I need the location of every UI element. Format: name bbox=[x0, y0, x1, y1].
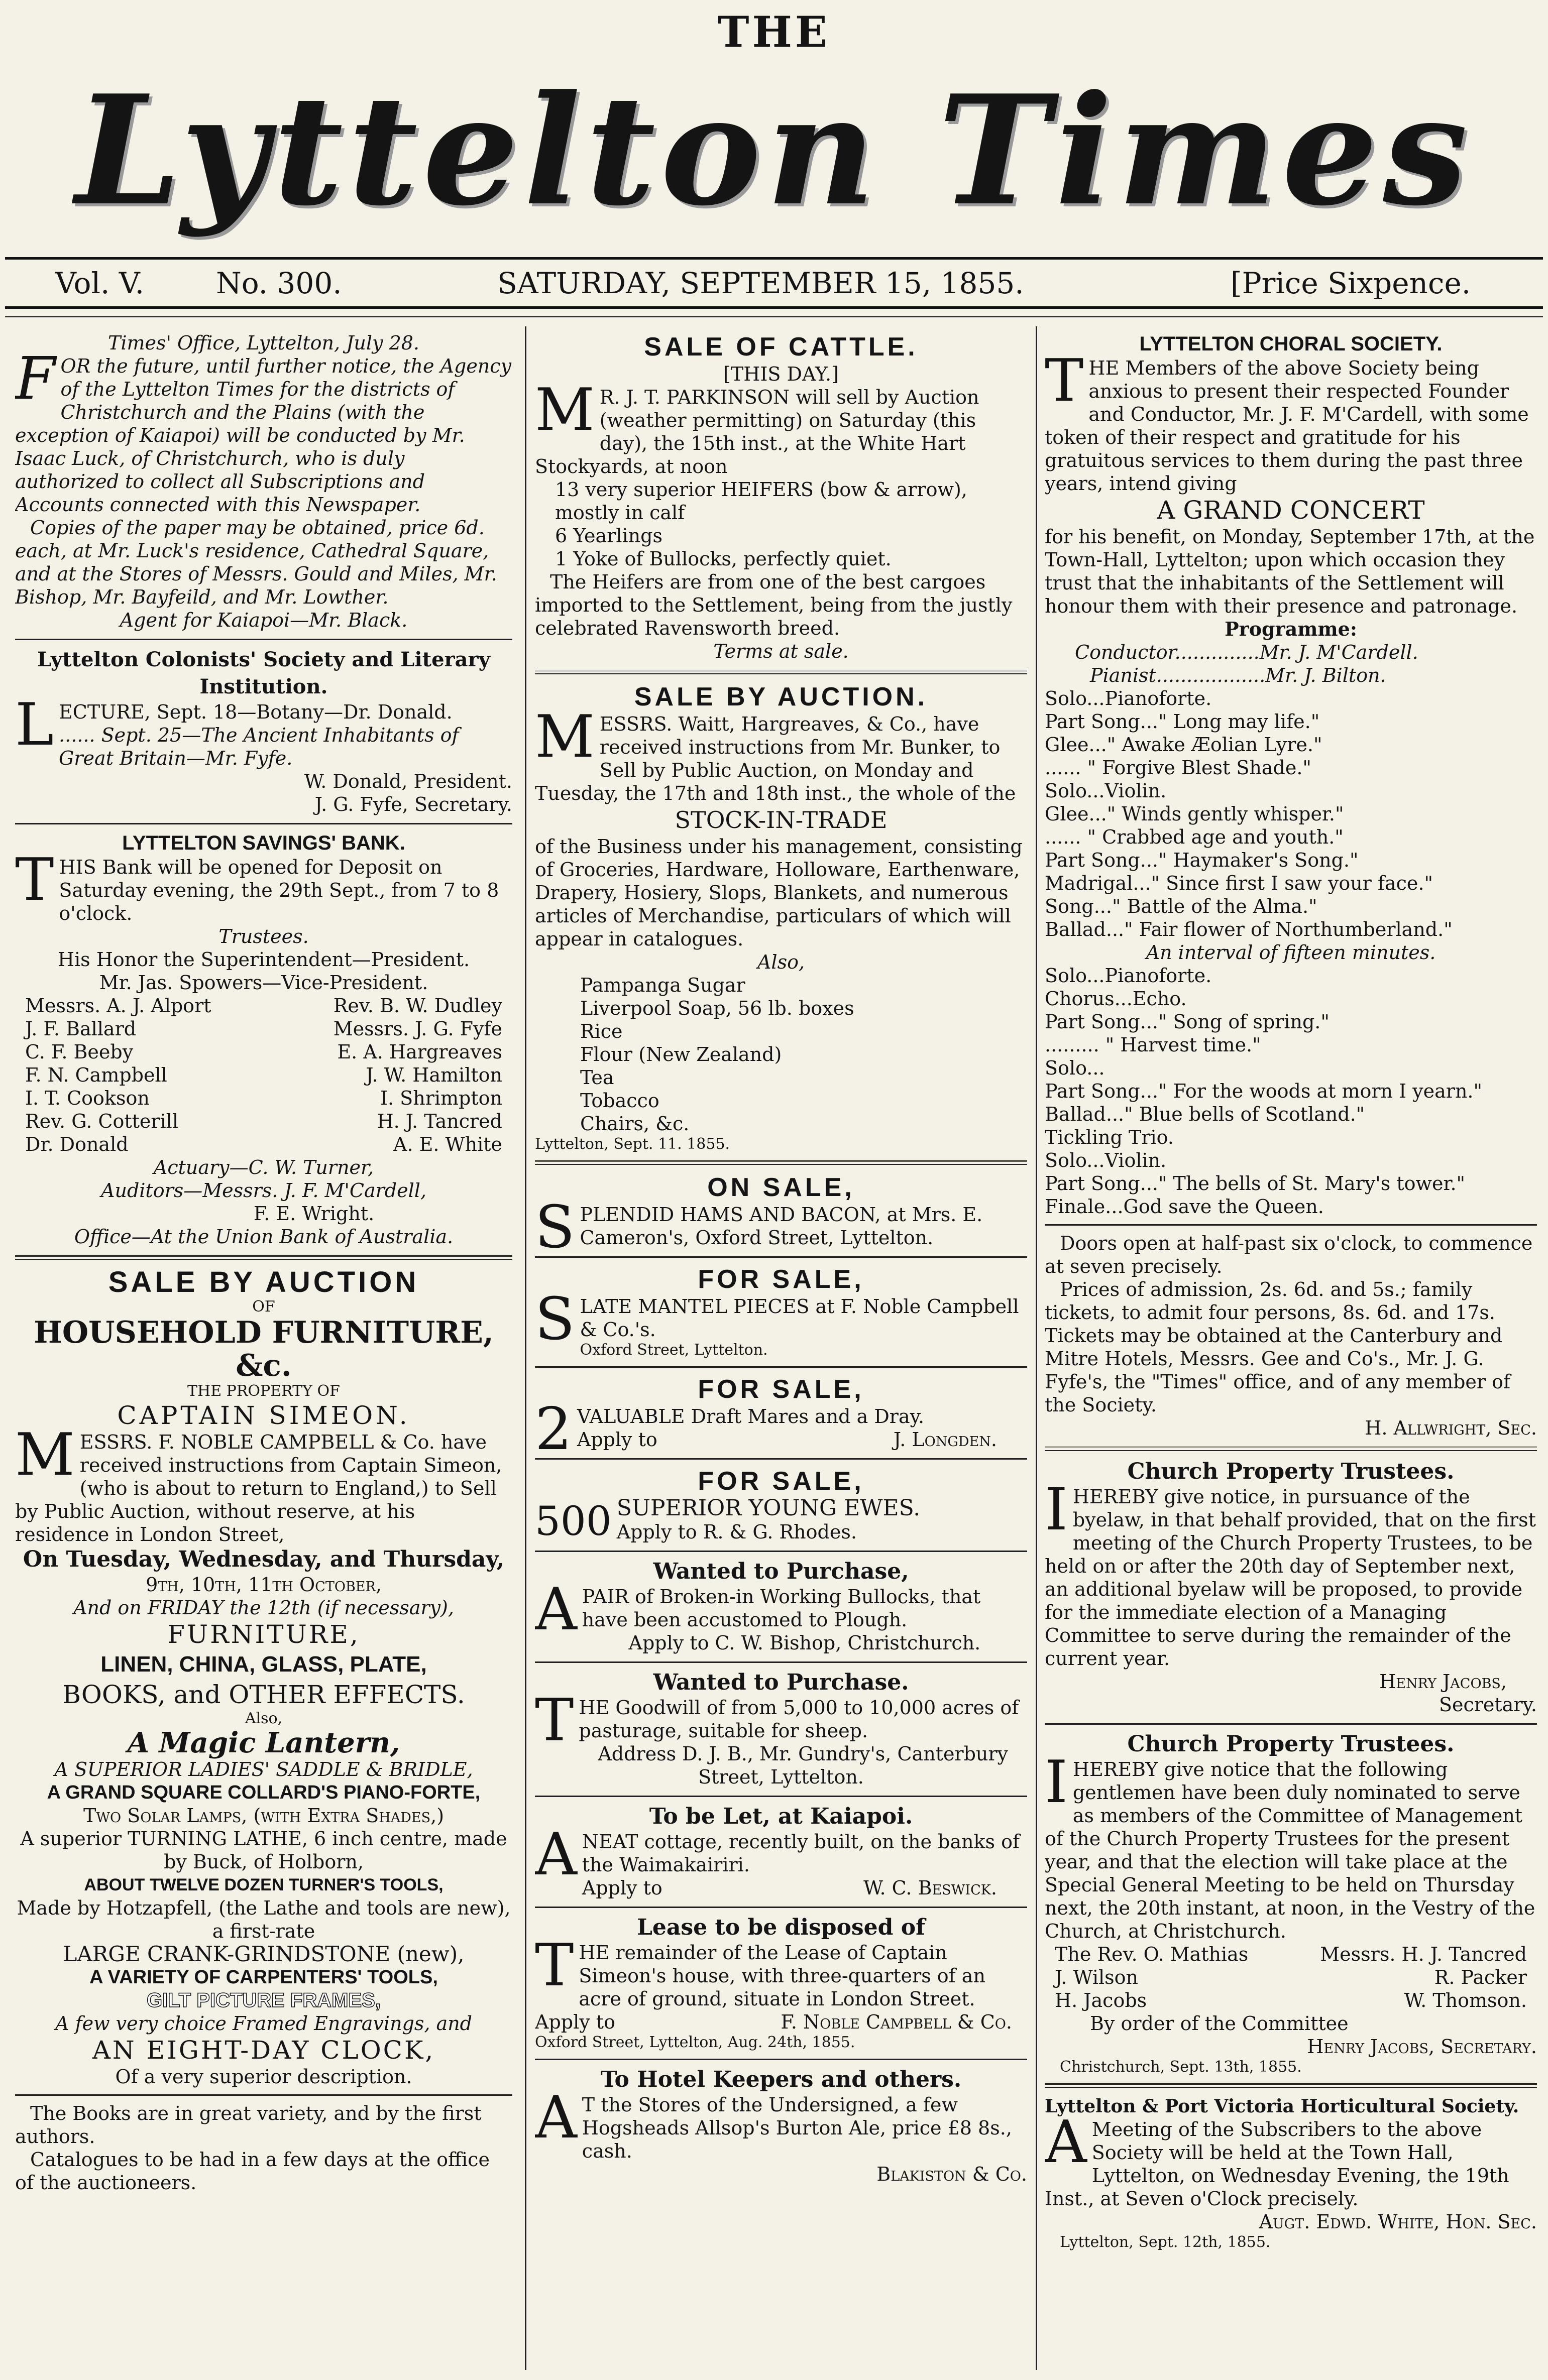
separator bbox=[15, 2094, 512, 2096]
mares-body: VALUABLE Draft Mares and a Dray. bbox=[577, 1405, 925, 1427]
slate-head: FOR SALE, bbox=[698, 1265, 864, 1294]
furniture-dates: 9th, 10th, 11th October, bbox=[146, 1574, 382, 1596]
furniture-item: Of a very superior description. bbox=[115, 2066, 412, 2088]
auction-body: ESSRS. Waitt, Hargreaves, & Co., have received instructions from Mr. Bunker, to Sell by Public Auction, on Monday and Tuesday, the 17th and 18th inst., the whole of the bbox=[535, 713, 1016, 804]
masthead bbox=[0, 0, 1548, 261]
column-3 bbox=[1045, 331, 1537, 2370]
programme-item: Chorus...Echo. bbox=[1045, 988, 1187, 1010]
auction-item: Chairs, &c. bbox=[580, 1113, 690, 1135]
ewes-sale bbox=[535, 1466, 1027, 1543]
furniture-item: A GRAND SQUARE COLLARD'S PIANO-FORTE, bbox=[47, 1782, 481, 1803]
auction-item: Liverpool Soap, 56 lb. boxes bbox=[580, 997, 854, 1019]
furniture-item: GILT PICTURE FRAMES, bbox=[147, 1989, 381, 2011]
dropcap: T bbox=[15, 846, 54, 914]
agency-notice bbox=[15, 331, 512, 632]
dateline-rule bbox=[5, 306, 1543, 309]
programme-item: Solo...Pianoforte. bbox=[1045, 965, 1212, 987]
dropcap: I bbox=[1045, 1748, 1068, 1816]
separator bbox=[15, 639, 512, 640]
furniture-head: SALE BY AUCTION bbox=[108, 1266, 419, 1298]
name-cell: I. Shrimpton bbox=[380, 1087, 502, 1109]
auction-item: Rice bbox=[580, 1020, 623, 1042]
agency-dateline: Times' Office, Lyttelton, July 28. bbox=[107, 332, 420, 354]
furniture-friday: And on FRIDAY the 12th (if necessary), bbox=[73, 1597, 454, 1619]
furniture-item: A superior TURNING LATHE, 6 inch centre, made by Buck, of Holborn, bbox=[20, 1828, 507, 1873]
church2-order: By order of the Committee bbox=[1090, 2012, 1349, 2035]
bank-auditors: Auditors—Messrs. J. F. M'Cardell, bbox=[101, 1179, 426, 1202]
goodwill-head: Wanted to Purchase. bbox=[653, 1670, 909, 1695]
programme-item: Part Song..." Haymaker's Song." bbox=[1045, 849, 1359, 871]
name-cell: Dr. Donald bbox=[25, 1133, 129, 1155]
auction-stock: STOCK-IN-TRADE bbox=[675, 806, 888, 834]
programme-item: Song..." Battle of the Alma." bbox=[1045, 895, 1317, 917]
separator bbox=[535, 2059, 1027, 2060]
auction-item: Tea bbox=[580, 1066, 614, 1089]
separator bbox=[535, 1796, 1027, 1797]
issue-number: No. 300. bbox=[216, 266, 342, 300]
choral-society bbox=[1045, 331, 1537, 1440]
kaiapoi-body: NEAT cottage, recently built, on the banks of the Waimakairiri. bbox=[582, 1831, 1020, 1876]
church2-date: Christchurch, Sept. 13th, 1855. bbox=[1060, 2058, 1302, 2076]
name-row bbox=[1045, 1989, 1537, 2012]
separator bbox=[535, 670, 1027, 674]
name-row bbox=[15, 1110, 512, 1133]
furniture-item: A VARIETY OF CARPENTERS' TOOLS, bbox=[89, 1967, 438, 1988]
name-row bbox=[15, 1133, 512, 1156]
choral-prices: Prices of admission, 2s. 6d. and 5s.; family tickets, to admit four persons, 8s. 6d. and 17s. Tickets may be obtained at the Canterbury and Mitre Hotels, Messrs. Gee and Co's., Mr. J. G. Fyfe's, the "Times" office, and of any member of the Society. bbox=[1045, 1278, 1511, 1416]
furniture-item: A Magic Lantern, bbox=[127, 1726, 400, 1759]
programme-pianist: Pianist..................Mr. J. Bilton. bbox=[1090, 664, 1386, 686]
auction-item: Flour (New Zealand) bbox=[580, 1043, 782, 1065]
mares-who: J. Longden. bbox=[893, 1429, 997, 1451]
furniture-item: FURNITURE, bbox=[167, 1620, 360, 1649]
church1-sig-2: Secretary. bbox=[1439, 1694, 1537, 1716]
church1-sig-1: Henry Jacobs, bbox=[1379, 1671, 1507, 1693]
separator bbox=[1045, 1723, 1537, 1725]
cattle-sub: [THIS DAY.] bbox=[723, 363, 839, 385]
ewes-apply: Apply to R. & G. Rhodes. bbox=[616, 1521, 857, 1543]
name-cell: The Rev. O. Mathias bbox=[1055, 1943, 1249, 1965]
horticultural-society bbox=[1045, 2095, 1537, 2251]
bank-title: LYTTELTON SAVINGS' BANK. bbox=[122, 832, 405, 854]
bullocks-wanted bbox=[535, 1558, 1027, 1654]
furniture-item: Made by Hotzapfell, (the Lathe and tools are new), a first-rate bbox=[17, 1897, 511, 1942]
lease-apply: Apply to bbox=[535, 2011, 615, 2033]
programme-item: Ballad..." Fair flower of Northumberland." bbox=[1045, 918, 1453, 940]
church1-head: Church Property Trustees. bbox=[1127, 1459, 1455, 1484]
programme-part-2 bbox=[1045, 964, 1537, 1218]
issue-date: SATURDAY, SEPTEMBER 15, 1855. bbox=[497, 266, 1024, 300]
auction-item: Pampanga Sugar bbox=[580, 974, 745, 996]
slate-body: LATE MANTEL PIECES at F. Noble Campbell & Co.'s. bbox=[580, 1295, 1019, 1341]
programme-item: Part Song..." For the woods at morn I yearn." bbox=[1045, 1080, 1482, 1102]
ewes-number: 500 bbox=[535, 1498, 612, 1544]
kaiapoi-who: W. C. Beswick. bbox=[863, 1877, 997, 1899]
name-cell: Rev. B. W. Dudley bbox=[333, 995, 502, 1017]
ewes-head: FOR SALE, bbox=[698, 1467, 864, 1496]
programme-item: Solo...Pianoforte. bbox=[1045, 687, 1212, 709]
horticultural-body: Meeting of the Subscribers to the above Society will be held at the Town Hall, Lyttelton, on Wednesday Evening, the 19th Inst., at Seven o'Clock precisely. bbox=[1045, 2118, 1509, 2210]
cattle-body: R. J. T. PARKINSON will sell by Auction (weather permitting) on Saturday (this day), the 15th inst., at the White Hart Stockyards, at noon bbox=[535, 386, 979, 478]
auction-item: Tobacco bbox=[580, 1090, 659, 1112]
ewes-body: SUPERIOR YOUNG EWES. bbox=[616, 1495, 921, 1521]
horticultural-head: Lyttelton & Port Victoria Horticultural Society. bbox=[1045, 2096, 1519, 2117]
column-divider bbox=[1036, 326, 1037, 2370]
cattle-sale bbox=[535, 331, 1027, 663]
separator bbox=[15, 823, 512, 824]
nominees-list bbox=[1045, 1943, 1537, 2012]
separator bbox=[535, 1366, 1027, 1368]
choral-sig: H. Allwright, Sec. bbox=[1365, 1417, 1537, 1439]
horticultural-date: Lyttelton, Sept. 12th, 1855. bbox=[1060, 2233, 1271, 2251]
furniture-item: Two Solar Lamps, (with Extra Shades,) bbox=[83, 1805, 445, 1827]
cattle-line: 1 Yoke of Bullocks, perfectly quiet. bbox=[555, 548, 892, 570]
name-cell: J. Wilson bbox=[1055, 1966, 1138, 1988]
church-trustees-1 bbox=[1045, 1458, 1537, 1716]
mares-number: 2 bbox=[535, 1395, 572, 1463]
hotel-sig: Blakiston & Co. bbox=[876, 2163, 1027, 2185]
name-cell: Messrs. J. G. Fyfe bbox=[333, 1018, 502, 1040]
auction-head: SALE BY AUCTION. bbox=[634, 682, 928, 711]
bullocks-apply: Apply to C. W. Bishop, Christchurch. bbox=[628, 1632, 981, 1654]
slate-addr: Oxford Street, Lyttelton. bbox=[580, 1341, 768, 1359]
dropcap: A bbox=[535, 2084, 577, 2152]
church1-body: HEREBY give notice, in pursuance of the byelaw, in that behalf provided, that on the first meeting of the Church Property Trustees, to be held on or after the 20th day of September next, an additional byelaw will be proposed, to provide for the immediate election of a Managing Committee to serve during the remainder of the current year. bbox=[1045, 1486, 1536, 1670]
dropcap: T bbox=[535, 1687, 574, 1754]
furniture-item: AN EIGHT-DAY CLOCK, bbox=[92, 2036, 435, 2065]
name-cell: R. Packer bbox=[1434, 1966, 1527, 1988]
name-cell: H. Jacobs bbox=[1055, 1989, 1147, 2011]
lease-who: F. Noble Campbell & Co. bbox=[781, 2011, 1012, 2033]
lease-body: HE remainder of the Lease of Captain Simeon's house, with three-quarters of an acre of ground, situate in London Street. bbox=[579, 1942, 985, 2010]
separator bbox=[15, 1255, 512, 1260]
programme-item: Solo... bbox=[1045, 1057, 1105, 1079]
choral-concert: A GRAND CONCERT bbox=[1157, 496, 1425, 525]
bank-body: HIS Bank will be opened for Deposit on Saturday evening, the 29th Sept., from 7 to 8 o'clock. bbox=[59, 856, 499, 924]
programme-item: Solo...Violin. bbox=[1045, 1149, 1167, 1171]
programme-item: Ballad..." Blue bells of Scotland." bbox=[1045, 1103, 1365, 1125]
name-cell: C. F. Beeby bbox=[25, 1041, 134, 1063]
choral-body-2: for his benefit, on Monday, September 17th, at the Town-Hall, Lyttelton; upon which occasion they trust that the inhabitants of the Settlement will honour them with their presence and patronage. bbox=[1045, 526, 1535, 617]
top-rule bbox=[5, 257, 1543, 260]
programme-interval: An interval of fifteen minutes. bbox=[1146, 941, 1436, 964]
colonists-line-2: ...... Sept. 25—The Ancient Inhabitants of Great Britain—Mr. Fyfe. bbox=[59, 724, 459, 769]
agency-body-2: Copies of the paper may be obtained, price 6d. each, at Mr. Luck's residence, Cathedral Square, and at the Stores of Messrs. Gould and Miles, Mr. Bishop, Mr. Bayfeild, and Mr. Lowther. bbox=[15, 517, 497, 608]
goodwill-addr: Address D. J. B., Mr. Gundry's, Canterbury Street, Lyttelton. bbox=[598, 1743, 1009, 1788]
choral-title: LYTTELTON CHORAL SOCIETY. bbox=[1139, 333, 1443, 355]
dropcap: F bbox=[15, 345, 56, 413]
stock-auction bbox=[535, 681, 1027, 1153]
name-cell: W. Thomson. bbox=[1404, 1989, 1527, 2011]
goodwill-body: HE Goodwill of from 5,000 to 10,000 acres of pasturage, suitable for sheep. bbox=[579, 1697, 1019, 1742]
programme-item: Part Song..." The bells of St. Mary's tower." bbox=[1045, 1172, 1466, 1195]
name-row bbox=[1045, 1966, 1537, 1989]
name-row bbox=[15, 1040, 512, 1063]
slate-sale bbox=[535, 1264, 1027, 1359]
cattle-body-2: The Heifers are from one of the best cargoes imported to the Settlement, being from the justly celebrated Ravensworth breed. bbox=[535, 571, 1013, 639]
name-row bbox=[15, 1087, 512, 1110]
bullocks-head: Wanted to Purchase, bbox=[653, 1559, 909, 1584]
name-cell: E. A. Hargreaves bbox=[337, 1041, 502, 1063]
separator bbox=[1045, 2083, 1537, 2088]
programme-item: ...... " Forgive Blest Shade." bbox=[1045, 757, 1311, 779]
dropcap: L bbox=[15, 691, 54, 759]
separator bbox=[535, 1551, 1027, 1552]
programme-item: ...... " Crabbed age and youth." bbox=[1045, 826, 1344, 848]
hams-head: ON SALE, bbox=[707, 1173, 855, 1202]
masthead-the: THE bbox=[718, 7, 830, 57]
column-divider bbox=[525, 326, 526, 2370]
kaiapoi-head: To be Let, at Kaiapoi. bbox=[649, 1804, 913, 1829]
programme-item: Finale...God save the Queen. bbox=[1045, 1196, 1324, 1218]
kaiapoi-apply: Apply to bbox=[582, 1877, 662, 1899]
name-cell: J. W. Hamilton bbox=[366, 1064, 502, 1086]
bank-office: Office—At the Union Bank of Australia. bbox=[74, 1226, 454, 1248]
name-cell: Messrs. H. J. Tancred bbox=[1320, 1943, 1527, 1965]
goodwill-wanted bbox=[535, 1669, 1027, 1789]
programme-heading: Programme: bbox=[1225, 618, 1357, 640]
name-row bbox=[15, 994, 512, 1017]
dropcap: S bbox=[535, 1194, 575, 1261]
church2-body: HEREBY give notice that the following gentlemen have been duly nominated to serve as members of the Committee of Management of the Church Property Trustees for the present year, and that the election will take place at the Special General Meeting to be held on Thursday next, the 20th instant, at noon, in the Vestry of the Church, at Christchurch. bbox=[1045, 1758, 1535, 1942]
cattle-line: 13 very superior HEIFERS (bow & arrow), mostly in calf bbox=[555, 479, 967, 524]
dropcap: M bbox=[535, 703, 595, 771]
programme-item: ......... " Harvest time." bbox=[1045, 1034, 1261, 1056]
mares-sale bbox=[535, 1374, 1027, 1463]
trustees-heading: Trustees. bbox=[218, 925, 309, 947]
dateline-rule-thin bbox=[5, 316, 1543, 317]
furniture-owner: CAPTAIN SIMEON. bbox=[117, 1401, 410, 1430]
furniture-books: The Books are in great variety, and by the first authors. bbox=[15, 2102, 482, 2148]
dateline bbox=[0, 266, 1548, 306]
lease-notice bbox=[535, 1914, 1027, 2052]
separator bbox=[535, 1458, 1027, 1460]
name-row bbox=[1045, 1943, 1537, 1966]
name-cell: Messrs. A. J. Alport bbox=[25, 995, 211, 1017]
name-row bbox=[15, 1017, 512, 1040]
lease-addr: Oxford Street, Lyttelton, Aug. 24th, 1855. bbox=[535, 2034, 855, 2051]
bank-vice-president: Mr. Jas. Spowers—Vice-President. bbox=[99, 972, 428, 994]
programme-item: Madrigal..." Since first I saw your face." bbox=[1045, 872, 1433, 894]
column-1 bbox=[15, 331, 512, 2370]
column-2 bbox=[535, 331, 1027, 2370]
separator bbox=[535, 1160, 1027, 1165]
hams-body: PLENDID HAMS AND BACON, at Mrs. E. Cameron's, Oxford Street, Lyttelton. bbox=[580, 1204, 983, 1249]
bank-president: His Honor the Superintendent—President. bbox=[57, 948, 470, 971]
programme-part-1 bbox=[1045, 687, 1537, 941]
bank-actuary: Actuary—C. W. Turner, bbox=[153, 1156, 374, 1178]
agency-agent: Agent for Kaiapoi—Mr. Black. bbox=[120, 609, 408, 631]
church-trustees-2 bbox=[1045, 1731, 1537, 2076]
furniture-item: LARGE CRANK-GRINDSTONE (new), bbox=[63, 1942, 465, 1966]
name-cell: A. E. White bbox=[393, 1133, 502, 1155]
agency-body: OR the future, until further notice, the Agency of the Lyttelton Times for the districts of Christchurch and the Plains (with the exception of Kaiapoi) will be conducted by Mr. Isaac Luck, of Christchurch, who is duly authorized to collect all Subscriptions and Accounts connected with this Newspaper. bbox=[15, 355, 512, 516]
programme-item: Tickling Trio. bbox=[1045, 1126, 1174, 1148]
dropcap: M bbox=[535, 376, 595, 444]
name-cell: J. F. Ballard bbox=[25, 1018, 137, 1040]
name-cell: I. T. Cookson bbox=[25, 1087, 150, 1109]
colonists-society bbox=[15, 646, 512, 816]
name-row bbox=[15, 1063, 512, 1087]
auction-also: Also, bbox=[757, 951, 805, 973]
furniture-also: Also, bbox=[245, 1710, 283, 1727]
programme-item: Part Song..." Long may life." bbox=[1045, 710, 1320, 733]
hotel-head: To Hotel Keepers and others. bbox=[600, 2067, 962, 2092]
dropcap: I bbox=[1045, 1476, 1068, 1543]
cattle-head: SALE OF CATTLE. bbox=[644, 332, 918, 362]
choral-body: HE Members of the above Society being anxious to present their respected Founder and Conductor, Mr. J. F. M'Cardell, with some token of their respect and gratitude for his gratuitous services to them during the past three years, intend giving bbox=[1045, 357, 1529, 495]
separator bbox=[1045, 1447, 1537, 1451]
name-cell: H. J. Tancred bbox=[377, 1110, 502, 1132]
programme-item: Part Song..." Song of spring." bbox=[1045, 1011, 1330, 1033]
hotel-notice bbox=[535, 2066, 1027, 2186]
dropcap: S bbox=[535, 1285, 575, 1353]
dropcap: M bbox=[15, 1421, 75, 1489]
auction-body-2: of the Business under his management, consisting of Groceries, Hardware, Holloware, Earthenware, Drapery, Hosiery, Slops, Blankets, and numerous articles of Merchandise, particulars of which will appear in catalogues. bbox=[535, 836, 1023, 950]
furniture-title: HOUSEHOLD FURNITURE, &c. bbox=[34, 1315, 494, 1383]
cattle-line: 6 Yearlings bbox=[555, 525, 662, 547]
separator bbox=[535, 1661, 1027, 1663]
furniture-body: ESSRS. F. NOBLE CAMPBELL & Co. have received instructions from Captain Simeon, (who is about to return to England,) to Sell by Public Auction, without reserve, at his residence in London Street, bbox=[15, 1431, 502, 1545]
horticultural-sig: Augt. Edwd. White, Hon. Sec. bbox=[1259, 2211, 1537, 2233]
programme-item: Glee..." Winds gently whisper." bbox=[1045, 803, 1344, 825]
programme-item: Solo...Violin. bbox=[1045, 780, 1167, 802]
colonists-sig-1: W. Donald, President. bbox=[304, 770, 512, 792]
furniture-item: ABOUT TWELVE DOZEN TURNER'S TOOLS, bbox=[84, 1875, 444, 1894]
volume: Vol. V. bbox=[55, 266, 145, 300]
kaiapoi-let bbox=[535, 1803, 1027, 1899]
mares-head: FOR SALE, bbox=[698, 1375, 864, 1404]
colonists-title: Lyttelton Colonists' Society and Literary Institution. bbox=[37, 648, 490, 698]
newspaper-title: Lyttelton Times bbox=[75, 62, 1473, 239]
price: [Price Sixpence. bbox=[1231, 266, 1471, 300]
lease-head: Lease to be disposed of bbox=[636, 1915, 926, 1940]
separator bbox=[1045, 1224, 1537, 1226]
bank-auditors-2: F. E. Wright. bbox=[253, 1203, 375, 1225]
dropcap: T bbox=[535, 1932, 574, 1999]
programme-item: Glee..." Awake Æolian Lyre." bbox=[1045, 734, 1322, 756]
dropcap: T bbox=[1045, 347, 1084, 415]
furniture-sale bbox=[15, 1267, 512, 2194]
furniture-item: A SUPERIOR LADIES' SADDLE & BRIDLE, bbox=[54, 1758, 473, 1780]
auction-items bbox=[535, 974, 1027, 1135]
mares-apply: Apply to bbox=[577, 1429, 657, 1451]
trustees-list bbox=[15, 994, 512, 1156]
savings-bank bbox=[15, 830, 512, 1248]
furniture-days: On Tuesday, Wednesday, and Thursday, bbox=[23, 1546, 505, 1572]
auction-date: Lyttelton, Sept. 11. 1855. bbox=[535, 1135, 730, 1153]
furniture-item: LINEN, CHINA, GLASS, PLATE, bbox=[100, 1652, 427, 1677]
colonists-line-1: ECTURE, Sept. 18—Botany—Dr. Donald. bbox=[59, 701, 453, 723]
dropcap: A bbox=[1045, 2108, 1087, 2176]
hotel-body: T the Stores of the Undersigned, a few Hogsheads Allsop's Burton Ale, price £8 8s., cash. bbox=[582, 2094, 1012, 2162]
furniture-item: BOOKS, and OTHER EFFECTS. bbox=[62, 1680, 465, 1709]
church2-sig: Henry Jacobs, Secretary. bbox=[1307, 2036, 1537, 2058]
dropcap: A bbox=[535, 1821, 577, 1888]
separator bbox=[535, 1256, 1027, 1258]
furniture-catalogues: Catalogues to be had in a few days at the office of the auctioneers. bbox=[15, 2149, 490, 2194]
hams-sale bbox=[535, 1172, 1027, 1261]
church2-head: Church Property Trustees. bbox=[1127, 1731, 1455, 1757]
name-cell: F. N. Campbell bbox=[25, 1064, 167, 1086]
furniture-item: A few very choice Framed Engravings, and bbox=[55, 2012, 472, 2035]
choral-doors: Doors open at half-past six o'clock, to commence at seven precisely. bbox=[1045, 1232, 1533, 1277]
dropcap: A bbox=[535, 1576, 577, 1643]
furniture-of: OF bbox=[252, 1298, 275, 1316]
colonists-sig-2: J. G. Fyfe, Secretary. bbox=[314, 793, 512, 815]
bullocks-body: PAIR of Broken-in Working Bullocks, that have been accustomed to Plough. bbox=[582, 1586, 981, 1631]
name-cell: Rev. G. Cotterill bbox=[25, 1110, 178, 1132]
programme-conductor: Conductor..............Mr. J. M'Cardell. bbox=[1075, 641, 1418, 663]
separator bbox=[535, 1907, 1027, 1908]
furniture-property: THE PROPERTY OF bbox=[187, 1382, 340, 1400]
cattle-terms: Terms at sale. bbox=[713, 640, 849, 662]
